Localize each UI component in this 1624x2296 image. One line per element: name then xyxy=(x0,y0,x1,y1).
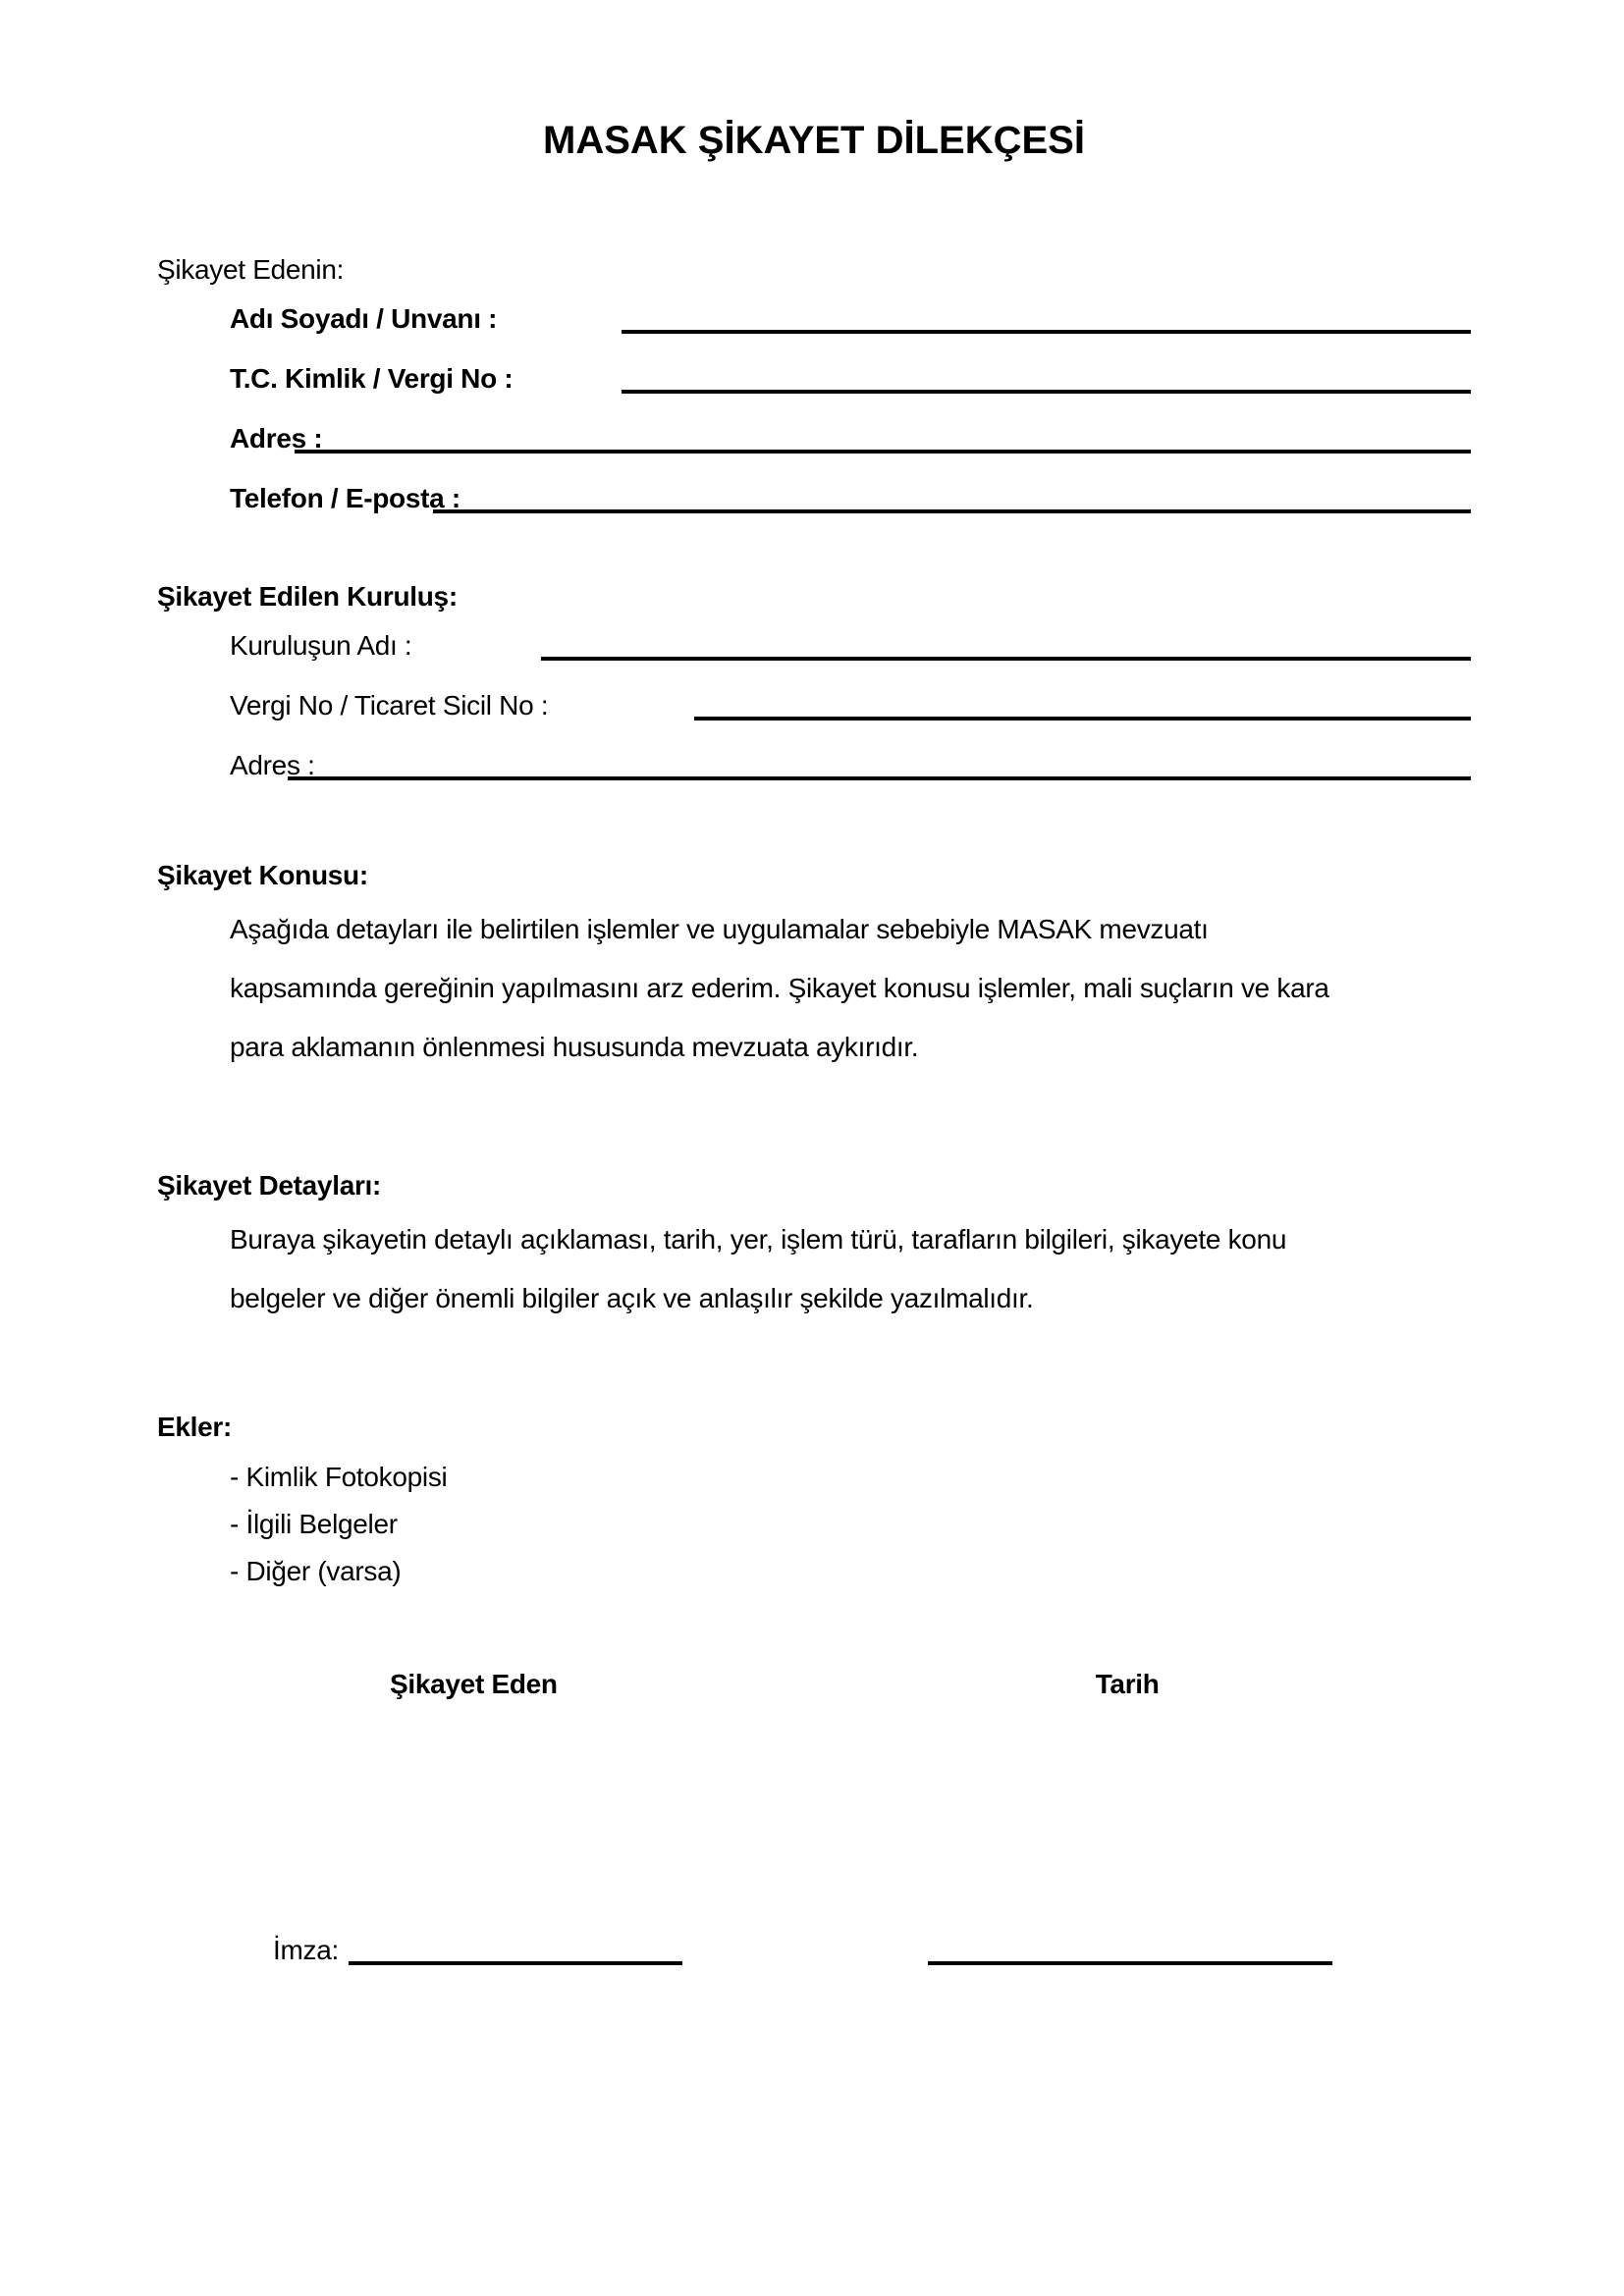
institution-address-input-line[interactable] xyxy=(288,776,1471,780)
address-field-label: Adres : xyxy=(230,423,323,454)
institution-section-heading: Şikayet Edilen Kuruluş: xyxy=(157,581,458,612)
signature-line-row xyxy=(157,1933,1471,1965)
institution-name-input-line[interactable] xyxy=(541,657,1471,661)
signature-header-row xyxy=(157,1668,1471,1701)
date-input-line[interactable] xyxy=(928,1961,1332,1965)
subject-paragraph-line: Aşağıda detayları ile belirtilen işlemler ve uygulamalar sebebiyle MASAK mevzuatı xyxy=(230,914,1209,944)
attachments-list xyxy=(230,1454,1471,1595)
name-input-line[interactable] xyxy=(622,330,1471,334)
institution-address-field-label: Adres : xyxy=(230,750,315,780)
address-input-line[interactable] xyxy=(295,450,1471,454)
details-paragraph-line: belgeler ve diğer önemli bilgiler açık ve anlaşılır şekilde yazılmalıdır. xyxy=(230,1283,1034,1313)
details-paragraph-line: Buraya şikayetin detaylı açıklaması, tarih, yer, işlem türü, tarafların bilgileri, şikayete konu xyxy=(230,1224,1287,1255)
signature-label: İmza: xyxy=(273,1935,339,1965)
institution-name-field-label: Kuruluşun Adı : xyxy=(230,630,412,661)
subject-section-heading: Şikayet Konusu: xyxy=(157,860,368,890)
attachments-section-heading: Ekler: xyxy=(157,1412,233,1442)
details-paragraph xyxy=(230,1210,1471,1328)
details-section-heading: Şikayet Detayları: xyxy=(157,1170,382,1201)
phone-email-field-label: Telefon / E-posta : xyxy=(230,483,460,513)
field-row-tax-registry-number xyxy=(230,688,1471,721)
attachment-item: - İlgili Belgeler xyxy=(230,1509,398,1539)
subject-section xyxy=(157,859,1471,1077)
field-row-id-number xyxy=(230,361,1471,394)
attachment-item: - Diğer (varsa) xyxy=(230,1556,402,1586)
tax-registry-field-label: Vergi No / Ticaret Sicil No : xyxy=(230,690,549,721)
institution-section xyxy=(157,580,1471,780)
signer-label: Şikayet Eden xyxy=(390,1669,558,1699)
subject-paragraph xyxy=(230,900,1471,1077)
id-number-input-line[interactable] xyxy=(622,390,1471,394)
institution-fields xyxy=(157,628,1471,780)
id-number-field-label: T.C. Kimlik / Vergi No : xyxy=(230,363,514,394)
complainant-section xyxy=(157,253,1471,513)
field-row-name xyxy=(230,301,1471,334)
attachment-item: - Kimlik Fotokopisi xyxy=(230,1462,448,1492)
field-row-institution-name xyxy=(230,628,1471,661)
field-row-institution-address xyxy=(230,748,1471,780)
details-section xyxy=(157,1169,1471,1328)
complainant-fields xyxy=(157,301,1471,513)
field-row-address xyxy=(230,421,1471,454)
complainant-section-heading: Şikayet Edenin: xyxy=(157,254,345,285)
signature-input-line[interactable] xyxy=(349,1961,682,1965)
subject-paragraph-line: kapsamında gereğinin yapılmasını arz ederim. Şikayet konusu işlemler, mali suçların ve kara xyxy=(230,973,1329,1003)
phone-email-input-line[interactable] xyxy=(433,509,1471,513)
field-row-phone-email xyxy=(230,481,1471,513)
name-field-label: Adı Soyadı / Unvanı : xyxy=(230,303,498,334)
subject-paragraph-line: para aklamanın önlenmesi hususunda mevzuata aykırıdır. xyxy=(230,1032,919,1062)
attachments-section xyxy=(157,1411,1471,1595)
date-label: Tarih xyxy=(1095,1669,1160,1699)
document-title: MASAK ŞİKAYET DİLEKÇESİ xyxy=(543,119,1085,162)
tax-registry-input-line[interactable] xyxy=(694,717,1471,721)
